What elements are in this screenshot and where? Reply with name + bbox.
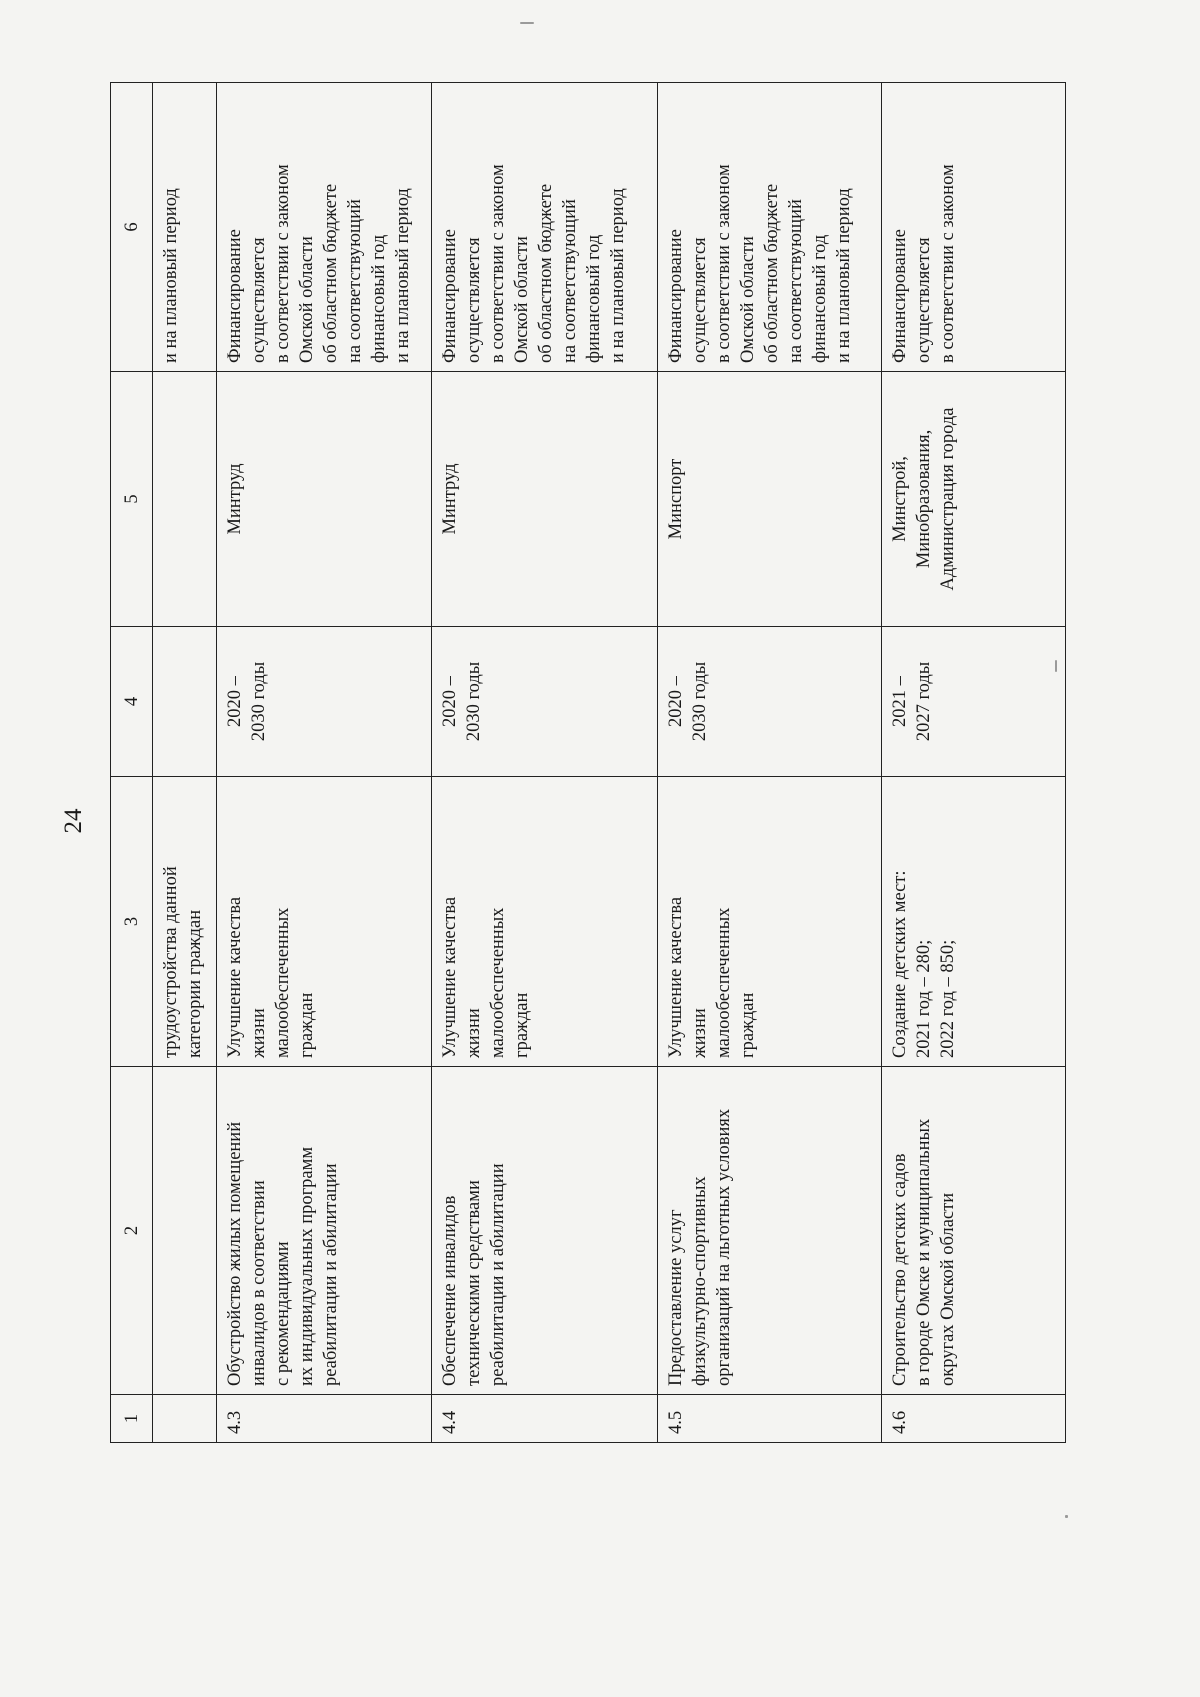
- cell-line: и на плановый период: [161, 188, 181, 363]
- cell-line: 2020 –: [440, 676, 460, 727]
- period-cell: [217, 627, 432, 777]
- cell-line: жизни: [249, 1008, 269, 1058]
- cell-line: Омской области: [512, 236, 532, 363]
- table-cell: [153, 1395, 217, 1443]
- cell-line: Улучшение качества: [440, 896, 460, 1058]
- cell-line: на соответствующий: [560, 199, 580, 363]
- column-number: 2: [111, 1067, 153, 1395]
- cell-line: малообеспеченных: [714, 907, 734, 1058]
- measure-name-cell: [658, 1067, 882, 1395]
- cell-line: осуществляется: [249, 237, 269, 363]
- cell-line: Финансирование: [440, 229, 460, 363]
- cell-line: 2022 год – 850;: [938, 939, 958, 1058]
- table-row: [217, 83, 432, 1443]
- table-cell: [153, 372, 217, 627]
- table-row: [432, 83, 658, 1443]
- executor-cell: [882, 372, 1066, 627]
- cell-line: Финансирование: [666, 229, 686, 363]
- scan-speck: [1065, 1515, 1068, 1518]
- executor-cell: [217, 372, 432, 627]
- cell-line: в городе Омске и муниципальных: [914, 1118, 934, 1386]
- cell-line: малообеспеченных: [488, 907, 508, 1058]
- cell-line: Минобразования,: [914, 429, 934, 569]
- cell-line: Обеспечение инвалидов: [440, 1195, 460, 1386]
- period-cell: [432, 627, 658, 777]
- cell-line: финансовый год: [584, 234, 604, 363]
- rotated-page-content: [110, 83, 1065, 1443]
- column-number: 5: [111, 372, 153, 627]
- table-row: [882, 83, 1066, 1443]
- cell-line: Предоставление услуг: [666, 1209, 686, 1386]
- cell-line: жизни: [690, 1008, 710, 1058]
- result-cell: [217, 777, 432, 1067]
- row-number: 4.3: [217, 1395, 432, 1443]
- cell-line: категории граждан: [185, 909, 205, 1058]
- column-number-row: [111, 83, 153, 1443]
- cell-line: финансовый год: [810, 234, 830, 363]
- cell-line: их индивидуальных программ: [297, 1146, 317, 1386]
- cell-line: граждан: [512, 992, 532, 1058]
- cell-line: физкультурно-спортивных: [690, 1176, 710, 1386]
- measure-name-cell: [217, 1067, 432, 1395]
- cell-line: малообеспеченных: [273, 907, 293, 1058]
- column-number: 3: [111, 777, 153, 1067]
- cell-line: Финансирование: [890, 229, 910, 363]
- cell-line: финансовый год: [369, 234, 389, 363]
- cell-line: Улучшение качества: [225, 896, 245, 1058]
- cell-line: Строительство детских садов: [890, 1153, 910, 1386]
- cell-line: 2021 –: [890, 676, 910, 727]
- page-number: 24: [60, 808, 87, 834]
- column-number: 1: [111, 1395, 153, 1443]
- cell-line: 2030 годы: [690, 661, 710, 742]
- cell-line: организаций на льготных условиях: [714, 1108, 734, 1386]
- period-cell: [658, 627, 882, 777]
- cell-line: Минтруд: [225, 463, 245, 535]
- row-number: 4.4: [432, 1395, 658, 1443]
- table-cell: [153, 627, 217, 777]
- cell-line: Финансирование: [225, 229, 245, 363]
- measure-name-cell: [882, 1067, 1066, 1395]
- cell-line: инвалидов в соответствии: [249, 1180, 269, 1386]
- cell-line: на соответствующий: [345, 199, 365, 363]
- cell-line: в соответствии с законом: [273, 164, 293, 363]
- cell-line: и на плановый период: [393, 188, 413, 363]
- cell-line: с рекомендациями: [273, 1241, 293, 1386]
- cell-line: граждан: [738, 992, 758, 1058]
- scan-speck: [1055, 660, 1057, 672]
- cell-line: жизни: [464, 1008, 484, 1058]
- cell-line: Обустройство жилых помещений: [225, 1121, 245, 1386]
- executor-cell: [658, 372, 882, 627]
- cell-line: осуществляется: [914, 237, 934, 363]
- cell-line: 2030 годы: [464, 661, 484, 742]
- cell-line: трудоустройства данной: [161, 866, 181, 1058]
- cell-line: 2030 годы: [249, 661, 269, 742]
- financing-cell: [432, 83, 658, 372]
- cell-line: Минспорт: [666, 458, 686, 540]
- cell-line: осуществляется: [464, 237, 484, 363]
- table-row: [658, 83, 882, 1443]
- result-cell: [153, 777, 217, 1067]
- cell-line: об областном бюджете: [536, 183, 556, 363]
- measures-table: [110, 82, 1066, 1443]
- cell-line: граждан: [297, 992, 317, 1058]
- table-cell: [153, 1067, 217, 1395]
- cell-line: 2020 –: [225, 676, 245, 727]
- cell-line: Омской области: [297, 236, 317, 363]
- cell-line: реабилитации и абилитации: [321, 1163, 341, 1386]
- cell-line: в соответствии с законом: [938, 164, 958, 363]
- continuation-row: [153, 83, 217, 1443]
- cell-line: осуществляется: [690, 237, 710, 363]
- cell-line: 2027 годы: [914, 661, 934, 742]
- cell-line: техническими средствами: [464, 1180, 484, 1386]
- cell-line: 2020 –: [666, 676, 686, 727]
- column-number: 6: [111, 83, 153, 372]
- financing-cell: [217, 83, 432, 372]
- result-cell: [432, 777, 658, 1067]
- cell-line: Минтруд: [440, 463, 460, 535]
- cell-line: в соответствии с законом: [714, 164, 734, 363]
- cell-line: Создание детских мест:: [890, 870, 910, 1058]
- column-number: 4: [111, 627, 153, 777]
- cell-line: Минстрой,: [890, 456, 910, 542]
- row-number: 4.5: [658, 1395, 882, 1443]
- cell-line: Улучшение качества: [666, 896, 686, 1058]
- financing-cell: [658, 83, 882, 372]
- period-cell: [882, 627, 1066, 777]
- cell-line: округах Омской области: [938, 1192, 958, 1386]
- financing-cell: [882, 83, 1066, 372]
- cell-line: Администрация города: [938, 407, 958, 591]
- cell-line: реабилитации и абилитации: [488, 1163, 508, 1386]
- result-cell: [882, 777, 1066, 1067]
- executor-cell: [432, 372, 658, 627]
- scan-speck: [520, 22, 534, 24]
- cell-line: и на плановый период: [834, 188, 854, 363]
- cell-line: и на плановый период: [608, 188, 628, 363]
- cell-line: на соответствующий: [786, 199, 806, 363]
- row-number: 4.6: [882, 1395, 1066, 1443]
- cell-line: Омской области: [738, 236, 758, 363]
- measure-name-cell: [432, 1067, 658, 1395]
- cell-line: об областном бюджете: [321, 183, 341, 363]
- cell-line: 2021 год – 280;: [914, 939, 934, 1058]
- cell-line: в соответствии с законом: [488, 164, 508, 363]
- financing-cell: [153, 83, 217, 372]
- cell-line: об областном бюджете: [762, 183, 782, 363]
- result-cell: [658, 777, 882, 1067]
